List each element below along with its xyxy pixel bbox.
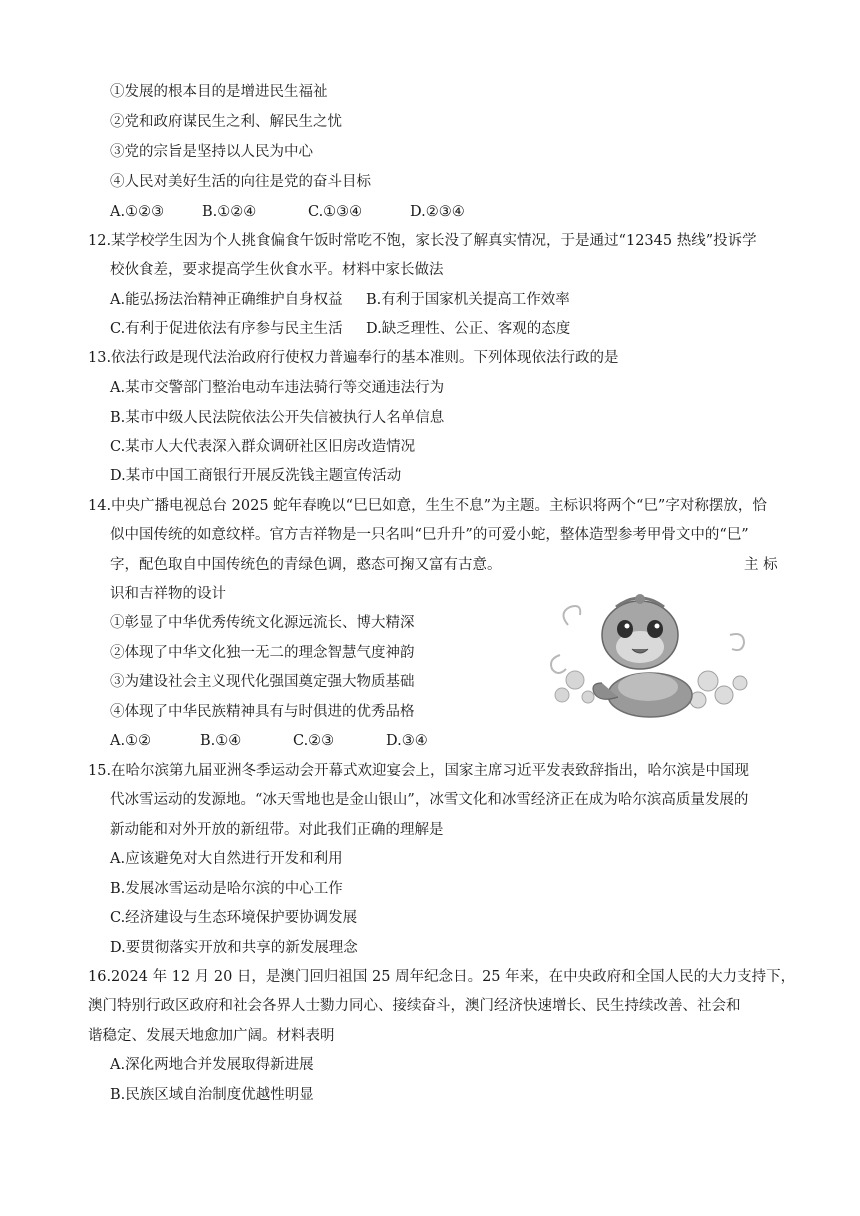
q14-item-1: ①彰显了中华优秀传统文化源远流长、博大精深 bbox=[110, 615, 415, 631]
q16-option-b: B.民族区域自治制度优越性明显 bbox=[110, 1087, 314, 1103]
q16-stem-line-2: 澳门特别行政区政府和社会各界人士勠力同心、接续奋斗，澳门经济快速增长、民生持续改善、社会和 bbox=[88, 998, 741, 1014]
q13-stem: 13.依法行政是现代法治政府行使权力普遍奉行的基本准则。下列体现依法行政的是 bbox=[88, 350, 619, 366]
q16-option-a: A.深化两地合并发展取得新进展 bbox=[110, 1057, 314, 1073]
q11-option-d: D.②③④ bbox=[410, 204, 465, 220]
q15-stem-line-3: 新动能和对外开放的新纽带。对此我们正确的理解是 bbox=[110, 822, 444, 838]
q15-option-a: A.应该避免对大自然进行开发和利用 bbox=[110, 851, 343, 867]
q13-option-d: D.某市中国工商银行开展反洗钱主题宣传活动 bbox=[110, 468, 402, 484]
q14-option-b: B.①④ bbox=[200, 733, 242, 749]
q13-option-b: B.某市中级人民法院依法公开失信被执行人名单信息 bbox=[110, 410, 445, 426]
q11-item-1: ①发展的根本目的是增进民生福祉 bbox=[110, 84, 328, 100]
q15-option-d: D.要贯彻落实开放和共享的新发展理念 bbox=[110, 940, 358, 956]
q12-option-a: A.能弘扬法治精神正确维护自身权益 bbox=[110, 292, 343, 308]
q12-stem-line-1: 12.某学校学生因为个人挑食偏食午饭时常吃不饱，家长没了解真实情况，于是通过“12345 热线”投诉学 bbox=[88, 233, 757, 249]
q14-stem-line-1: 14.中央广播电视总台 2025 蛇年春晚以“巳巳如意，生生不息”为主题。主标识将两个“巳”字对称摆放，恰 bbox=[88, 498, 767, 514]
q12-option-c: C.有利于促进依法有序参与民主生活 bbox=[110, 321, 343, 337]
q13-option-a: A.某市交警部门整治电动车违法骑行等交通违法行为 bbox=[110, 380, 445, 396]
q14-option-d: D.③④ bbox=[386, 733, 428, 749]
q12-option-d: D.缺乏理性、公正、客观的态度 bbox=[366, 321, 571, 337]
mascot-snake-image bbox=[540, 585, 770, 725]
q14-stem-line-2: 似中国传统的如意纹样。官方吉祥物是一只名叫“巳升升”的可爱小蛇，整体造型参考甲骨文中的“巳” bbox=[110, 527, 749, 543]
q16-stem-line-1: 16.2024 年 12 月 20 日，是澳门回归祖国 25 周年纪念日。25 年来，在中央政府和全国人民的大力支持下， bbox=[88, 969, 796, 985]
q14-options bbox=[110, 731, 428, 751]
q11-item-3: ③党的宗旨是坚持以人民为中心 bbox=[110, 144, 313, 160]
q14-item-4: ④体现了中华民族精神具有与时俱进的优秀品格 bbox=[110, 704, 415, 720]
q11-item-2: ②党和政府谋民生之利、解民生之忧 bbox=[110, 114, 342, 130]
q16-stem-line-3: 谐稳定、发展天地愈加广阔。材料表明 bbox=[88, 1028, 335, 1044]
q14-stem-line-3: 字，配色取自中国传统色的青绿色调，憨态可掬又富有古意。 bbox=[110, 557, 502, 573]
q14-stem-line-4: 识和吉祥物的设计 bbox=[110, 586, 226, 602]
q13-option-c: C.某市人大代表深入群众调研社区旧房改造情况 bbox=[110, 439, 416, 455]
q14-item-2: ②体现了中华文化独一无二的理念智慧气度神韵 bbox=[110, 645, 415, 661]
q14-option-a: A.①② bbox=[110, 733, 152, 749]
q15-stem-line-2: 代冰雪运动的发源地。“冰天雪地也是金山银山”，冰雪文化和冰雪经济正在成为哈尔滨高质量发展的 bbox=[110, 792, 749, 808]
q15-option-c: C.经济建设与生态环境保护要协调发展 bbox=[110, 910, 358, 926]
q12-stem-line-2: 校伙食差，要求提高学生伙食水平。材料中家长做法 bbox=[110, 262, 444, 278]
q14-option-c: C.②③ bbox=[293, 733, 335, 749]
q12-option-b: B.有利于国家机关提高工作效率 bbox=[366, 292, 570, 308]
q15-option-b: B.发展冰雪运动是哈尔滨的中心工作 bbox=[110, 881, 343, 897]
q11-option-c: C.①③④ bbox=[308, 204, 363, 220]
q11-item-4: ④人民对美好生活的向往是党的奋斗目标 bbox=[110, 174, 371, 190]
q11-option-b: B.①②④ bbox=[202, 204, 257, 220]
q11-option-a: A.①②③ bbox=[110, 204, 165, 220]
q14-stem-line-3-tail: 主 标 bbox=[744, 557, 778, 573]
q11-options bbox=[110, 202, 465, 222]
q14-item-3: ③为建设社会主义现代化强国奠定强大物质基础 bbox=[110, 674, 415, 690]
q15-stem-line-1: 15.在哈尔滨第九届亚洲冬季运动会开幕式欢迎宴会上，国家主席习近平发表致辞指出，哈尔滨是中国现 bbox=[88, 763, 750, 779]
